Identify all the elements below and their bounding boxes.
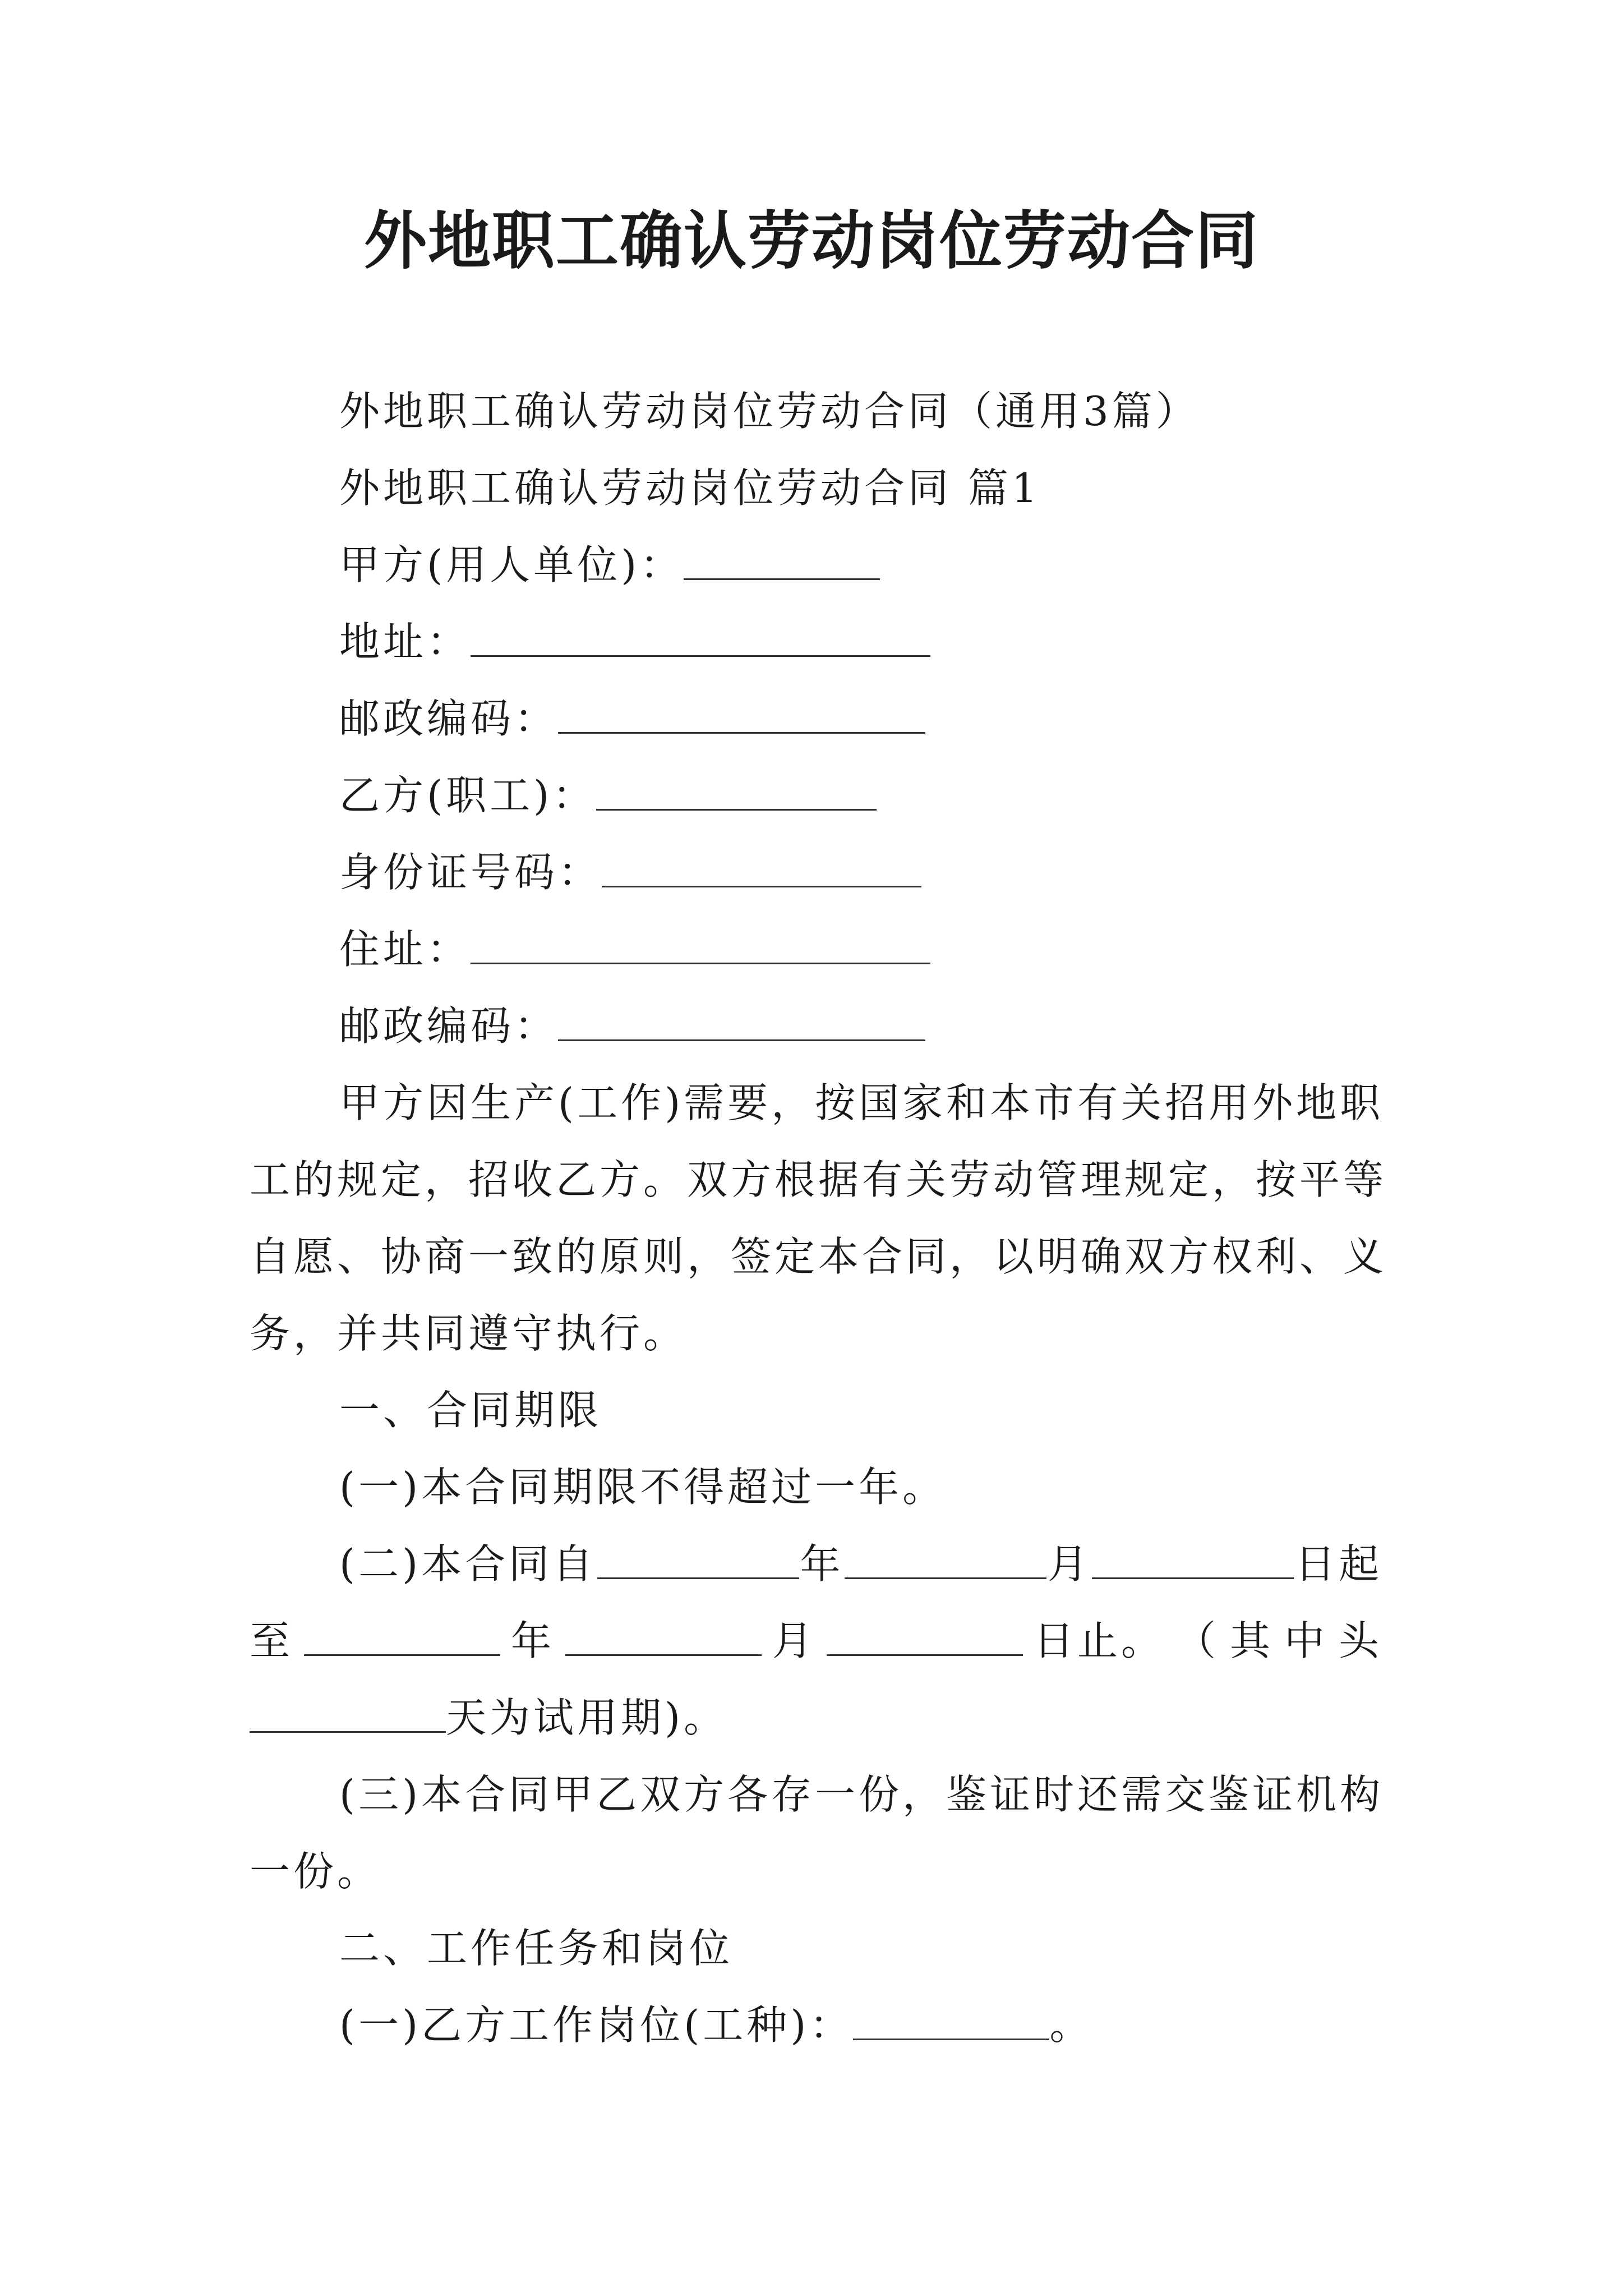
blank-line[interactable] <box>471 604 930 657</box>
blank-trial-days[interactable] <box>250 1680 446 1733</box>
section1-item2-line2 <box>250 1603 1382 1680</box>
field-address <box>250 604 1382 680</box>
period: 。 <box>1049 2001 1094 2049</box>
day-to-label: 日止。 <box>1033 1617 1165 1664</box>
blank-line[interactable] <box>684 527 880 580</box>
text-char: 中 <box>1284 1617 1328 1664</box>
field-label: 身份证号码： <box>339 849 602 896</box>
blank-line[interactable] <box>596 757 877 811</box>
section1-item3-line2: 一份。 <box>250 1848 381 1895</box>
section2-heading: 二、工作任务和岗位 <box>339 1925 734 1972</box>
job-label: (一)乙方工作岗位(工种)： <box>339 2001 854 2049</box>
preamble-line: 甲方因生产(工作)需要，按国家和本市有关招用外地职 <box>339 1079 1384 1126</box>
field-postcode-a <box>250 680 1382 757</box>
trial-label: 天为试用期)。 <box>446 1694 728 1741</box>
section1-item2-line3 <box>250 1680 1382 1756</box>
year-label: 年 <box>510 1617 555 1664</box>
section2-item1 <box>250 1987 1382 2064</box>
blank-line[interactable] <box>602 834 921 887</box>
preamble-line: 工的规定，招收乙方。双方根据有关劳动管理规定，按平等 <box>250 1156 1387 1203</box>
blank-line[interactable] <box>558 988 925 1041</box>
day-from-label: 日起 <box>1294 1540 1382 1588</box>
field-label: 住址： <box>339 926 471 973</box>
preamble-line: 务，并共同遵守执行。 <box>250 1310 688 1357</box>
blank-month-from[interactable] <box>845 1526 1046 1579</box>
field-label: 乙方(职工)： <box>339 772 597 819</box>
year-label: 年 <box>800 1540 844 1588</box>
month-label: 月 <box>1047 1540 1091 1588</box>
paren-open: （ <box>1175 1617 1219 1664</box>
document-title: 外地职工确认劳动岗位劳动合同 <box>364 204 1259 278</box>
blank-line[interactable] <box>558 680 925 734</box>
section1-item1: (一)本合同期限不得超过一年。 <box>339 1464 947 1511</box>
field-residence <box>250 911 1382 988</box>
blank-day-to[interactable] <box>827 1603 1023 1656</box>
field-label: 甲方(用人单位)： <box>339 541 684 588</box>
blank-line[interactable] <box>471 911 930 964</box>
section1-heading: 一、合同期限 <box>339 1387 602 1434</box>
field-label: 地址： <box>339 618 471 665</box>
blank-job[interactable] <box>853 1987 1049 2040</box>
blank-month-to[interactable] <box>565 1603 762 1656</box>
item2-label: (二)本合同自 <box>339 1540 597 1588</box>
preamble-line: 自愿、协商一致的原则，签定本合同，以明确双方权利、义 <box>250 1233 1387 1280</box>
blank-year-from[interactable] <box>597 1526 799 1579</box>
document-body <box>250 373 1387 2064</box>
text-char: 头 <box>1338 1617 1382 1664</box>
field-id-number <box>250 834 1382 911</box>
heading-general: 外地职工确认劳动岗位劳动合同（通用3篇） <box>339 388 1200 435</box>
field-party-b <box>250 757 1382 834</box>
month-label: 月 <box>772 1617 816 1664</box>
heading-part1: 外地职工确认劳动岗位劳动合同 篇1 <box>339 464 1041 512</box>
field-label: 邮政编码： <box>339 695 559 742</box>
text-char: 其 <box>1229 1617 1274 1664</box>
field-label: 邮政编码： <box>339 1002 559 1050</box>
blank-year-to[interactable] <box>304 1603 500 1656</box>
field-postcode-b <box>250 988 1382 1065</box>
section1-item2-line1 <box>250 1526 1382 1603</box>
blank-day-from[interactable] <box>1092 1526 1294 1579</box>
section1-item3-line1: (三)本合同甲乙双方各存一份，鉴证时还需交鉴证机构 <box>339 1771 1384 1818</box>
to-label: 至 <box>250 1617 294 1664</box>
field-party-a <box>250 527 1382 604</box>
